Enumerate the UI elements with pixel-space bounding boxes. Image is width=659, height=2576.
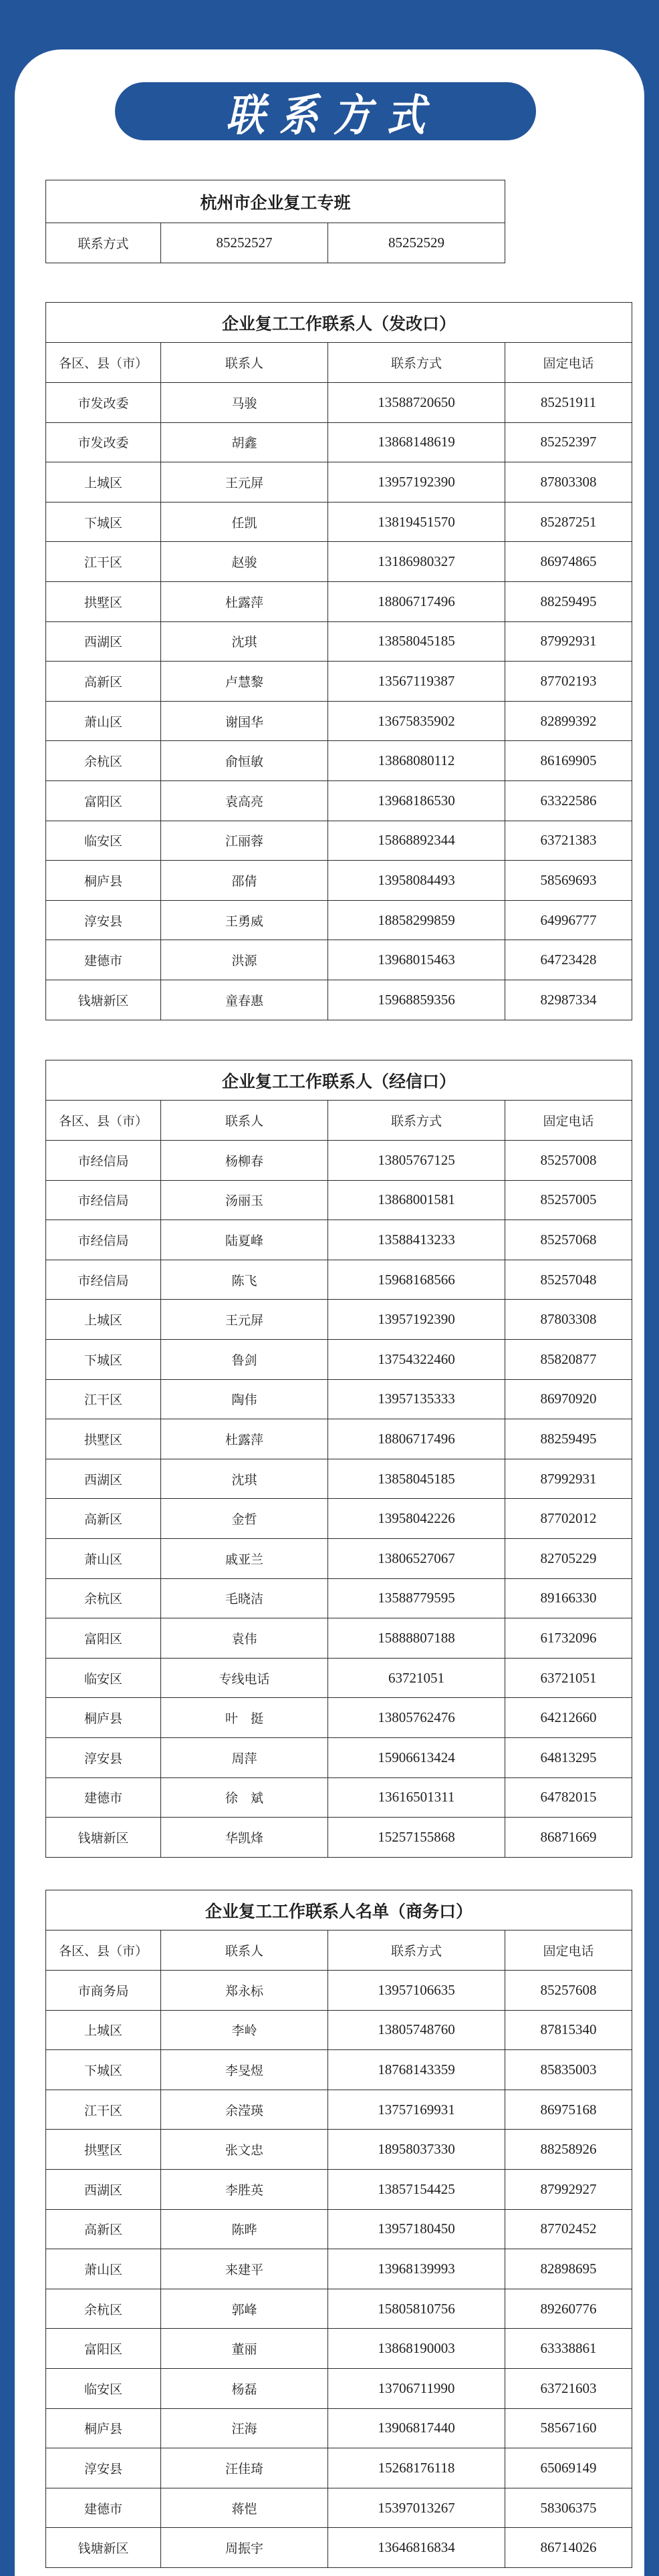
district-cell: 市商务局 <box>46 1971 161 2011</box>
table-row <box>46 1459 632 1499</box>
table-header-row <box>46 343 632 383</box>
landline-cell: 87815340 <box>505 2010 632 2050</box>
mobile-cell: 13868080112 <box>328 741 505 781</box>
district-cell: 钱塘新区 <box>46 1818 161 1858</box>
contact-table-jingxin <box>45 1060 632 1858</box>
table-row <box>46 900 632 940</box>
landline-cell: 88259495 <box>505 1419 632 1459</box>
landline-cell: 86970920 <box>505 1379 632 1419</box>
district-cell: 建德市 <box>46 940 161 980</box>
district-cell: 余杭区 <box>46 2289 161 2329</box>
table-row <box>46 1618 632 1659</box>
mobile-cell: 13805762476 <box>328 1698 505 1738</box>
table-row <box>46 1818 632 1858</box>
mobile-cell: 15968168566 <box>328 1260 505 1300</box>
contact-name-cell: 袁高亮 <box>161 780 328 821</box>
district-cell: 拱墅区 <box>46 581 161 621</box>
table-row <box>46 1379 632 1419</box>
mobile-cell: 13588413233 <box>328 1220 505 1260</box>
table-row <box>46 1220 632 1260</box>
contact-name-cell: 郑永标 <box>161 1971 328 2011</box>
contact-name-cell: 李岭 <box>161 2010 328 2050</box>
contact-name-cell: 周振宇 <box>161 2528 328 2568</box>
district-cell: 江干区 <box>46 1379 161 1419</box>
district-cell: 临安区 <box>46 2368 161 2408</box>
landline-cell: 86714026 <box>505 2528 632 2568</box>
landline-cell: 86169905 <box>505 741 632 781</box>
district-cell: 市经信局 <box>46 1141 161 1181</box>
mobile-cell: 13567119387 <box>328 662 505 702</box>
mobile-cell: 15868892344 <box>328 821 505 861</box>
contact-name-cell: 任凯 <box>161 502 328 542</box>
column-header-contact: 联系人 <box>161 1101 328 1141</box>
table-row <box>46 861 632 901</box>
contact-table-shangwu <box>45 1890 632 2568</box>
contact-name-cell: 蒋恺 <box>161 2488 328 2528</box>
contact-name-cell: 袁伟 <box>161 1618 328 1659</box>
landline-cell: 87992927 <box>505 2169 632 2209</box>
district-cell: 上城区 <box>46 462 161 503</box>
district-cell: 钱塘新区 <box>46 980 161 1020</box>
mobile-cell: 13868190003 <box>328 2329 505 2369</box>
district-cell: 上城区 <box>46 1300 161 1340</box>
contact-name-cell: 杨柳春 <box>161 1141 328 1181</box>
contact-name-cell: 马骏 <box>161 383 328 423</box>
district-cell: 临安区 <box>46 821 161 861</box>
mobile-cell: 13957135333 <box>328 1379 505 1419</box>
table-header-row <box>46 1930 632 1971</box>
landline-cell: 63322586 <box>505 780 632 821</box>
district-cell: 桐庐县 <box>46 2408 161 2448</box>
landline-cell: 64723428 <box>505 940 632 980</box>
contact-name-cell: 徐 斌 <box>161 1777 328 1818</box>
table-row <box>46 1578 632 1618</box>
district-cell: 市发改委 <box>46 383 161 423</box>
landline-cell: 86974865 <box>505 542 632 582</box>
table-title: 企业复工工作联系人名单（商务口） <box>46 1890 632 1930</box>
mobile-cell: 13675835902 <box>328 701 505 741</box>
mobile-cell: 13957192390 <box>328 462 505 503</box>
mobile-cell: 13857154425 <box>328 2169 505 2209</box>
landline-cell: 82987334 <box>505 980 632 1020</box>
table-row <box>46 780 632 821</box>
district-cell: 高新区 <box>46 2209 161 2249</box>
landline-cell: 87803308 <box>505 462 632 503</box>
landline-cell: 58569693 <box>505 861 632 901</box>
special-team-label: 联系方式 <box>46 223 161 263</box>
district-cell: 高新区 <box>46 1499 161 1539</box>
landline-cell: 58306375 <box>505 2488 632 2528</box>
mobile-cell: 13588720650 <box>328 383 505 423</box>
district-cell: 淳安县 <box>46 2448 161 2488</box>
contact-name-cell: 谢国华 <box>161 701 328 741</box>
district-cell: 下城区 <box>46 502 161 542</box>
landline-cell: 87992931 <box>505 621 632 662</box>
contact-name-cell: 王元屏 <box>161 1300 328 1340</box>
table-row <box>46 1698 632 1738</box>
contact-name-cell: 陶伟 <box>161 1379 328 1419</box>
landline-cell: 64212660 <box>505 1698 632 1738</box>
mobile-cell: 13958084493 <box>328 861 505 901</box>
landline-cell: 64813295 <box>505 1737 632 1777</box>
mobile-cell: 15968859356 <box>328 980 505 1020</box>
mobile-cell: 15805810756 <box>328 2289 505 2329</box>
district-cell: 淳安县 <box>46 900 161 940</box>
column-header-mobile: 联系方式 <box>328 1101 505 1141</box>
table-row <box>46 1499 632 1539</box>
column-header-district: 各区、县（市） <box>46 343 161 383</box>
contact-name-cell: 陆夏峰 <box>161 1220 328 1260</box>
district-cell: 钱塘新区 <box>46 2528 161 2568</box>
column-header-district: 各区、县（市） <box>46 1930 161 1971</box>
contact-name-cell: 李胜英 <box>161 2169 328 2209</box>
district-cell: 西湖区 <box>46 1459 161 1499</box>
special-team-phone-2: 85252529 <box>328 223 505 263</box>
landline-cell: 86975168 <box>505 2090 632 2130</box>
special-team-title: 杭州市企业复工专班 <box>46 180 505 223</box>
district-cell: 下城区 <box>46 2050 161 2090</box>
district-cell: 富阳区 <box>46 2329 161 2369</box>
column-header-landline: 固定电话 <box>505 1930 632 1971</box>
contact-name-cell: 杜露萍 <box>161 1419 328 1459</box>
mobile-cell: 13968015463 <box>328 940 505 980</box>
mobile-cell: 13806527067 <box>328 1538 505 1578</box>
landline-cell: 61732096 <box>505 1618 632 1659</box>
table-row <box>46 1538 632 1578</box>
contact-name-cell: 张文忠 <box>161 2130 328 2170</box>
district-cell: 余杭区 <box>46 741 161 781</box>
landline-cell: 85257005 <box>505 1180 632 1220</box>
contact-name-cell: 胡鑫 <box>161 422 328 462</box>
table-row <box>46 1260 632 1300</box>
landline-cell: 58567160 <box>505 2408 632 2448</box>
district-cell: 建德市 <box>46 1777 161 1818</box>
landline-cell: 89260776 <box>505 2289 632 2329</box>
district-cell: 市发改委 <box>46 422 161 462</box>
contact-name-cell: 汤丽玉 <box>161 1180 328 1220</box>
landline-cell: 89166330 <box>505 1578 632 1618</box>
landline-cell: 63721603 <box>505 2368 632 2408</box>
table-header-row <box>46 1101 632 1141</box>
landline-cell: 87702452 <box>505 2209 632 2249</box>
table-row <box>46 1777 632 1818</box>
table-row <box>46 2289 632 2329</box>
contact-name-cell: 沈琪 <box>161 621 328 662</box>
landline-cell: 85257068 <box>505 1220 632 1260</box>
column-header-contact: 联系人 <box>161 1930 328 1971</box>
contact-name-cell: 卢慧黎 <box>161 662 328 702</box>
table-title: 企业复工工作联系人（发改口） <box>46 303 632 343</box>
landline-cell: 85257608 <box>505 1971 632 2011</box>
contact-name-cell: 洪源 <box>161 940 328 980</box>
mobile-cell: 13906817440 <box>328 2408 505 2448</box>
district-cell: 淳安县 <box>46 1737 161 1777</box>
district-cell: 余杭区 <box>46 1578 161 1618</box>
landline-cell: 87803308 <box>505 1300 632 1340</box>
table-title: 企业复工工作联系人（经信口） <box>46 1060 632 1101</box>
district-cell: 西湖区 <box>46 2169 161 2209</box>
district-cell: 拱墅区 <box>46 1419 161 1459</box>
table-row <box>46 581 632 621</box>
table-row <box>46 1971 632 2011</box>
contact-name-cell: 杜露萍 <box>161 581 328 621</box>
mobile-cell: 13805767125 <box>328 1141 505 1181</box>
contact-name-cell: 董丽 <box>161 2329 328 2369</box>
mobile-cell: 18806717496 <box>328 581 505 621</box>
mobile-cell: 15888807188 <box>328 1618 505 1659</box>
column-header-contact: 联系人 <box>161 343 328 383</box>
mobile-cell: 13957106635 <box>328 1971 505 2011</box>
contact-name-cell: 王勇威 <box>161 900 328 940</box>
landline-cell: 88258926 <box>505 2130 632 2170</box>
landline-cell: 86871669 <box>505 1818 632 1858</box>
table-row <box>46 1737 632 1777</box>
district-cell: 上城区 <box>46 2010 161 2050</box>
table-row <box>46 422 632 462</box>
mobile-cell: 13858045185 <box>328 1459 505 1499</box>
district-cell: 萧山区 <box>46 2249 161 2289</box>
column-header-landline: 固定电话 <box>505 343 632 383</box>
district-cell: 萧山区 <box>46 1538 161 1578</box>
table-row <box>46 662 632 702</box>
table-row <box>46 821 632 861</box>
column-header-mobile: 联系方式 <box>328 343 505 383</box>
district-cell: 江干区 <box>46 542 161 582</box>
district-cell: 桐庐县 <box>46 1698 161 1738</box>
landline-cell: 87992931 <box>505 1459 632 1499</box>
contact-name-cell: 邵倩 <box>161 861 328 901</box>
contact-name-cell: 童春惠 <box>161 980 328 1020</box>
mobile-cell: 13805748760 <box>328 2010 505 2050</box>
landline-cell: 85251911 <box>505 383 632 423</box>
table-row <box>46 741 632 781</box>
mobile-cell: 13706711990 <box>328 2368 505 2408</box>
contact-name-cell: 俞恒敏 <box>161 741 328 781</box>
banner-title: 联系方式 <box>225 90 440 141</box>
contact-name-cell: 江丽蓉 <box>161 821 328 861</box>
contact-name-cell: 毛晓洁 <box>161 1578 328 1618</box>
mobile-cell: 13186980327 <box>328 542 505 582</box>
contact-name-cell: 李旻煜 <box>161 2050 328 2090</box>
table-row <box>46 383 632 423</box>
mobile-cell: 13968139993 <box>328 2249 505 2289</box>
table-row <box>46 462 632 503</box>
mobile-cell: 18768143359 <box>328 2050 505 2090</box>
mobile-cell: 13868001581 <box>328 1180 505 1220</box>
contact-name-cell: 华凯烽 <box>161 1818 328 1858</box>
table-row <box>46 2050 632 2090</box>
contact-name-cell: 鲁剑 <box>161 1339 328 1379</box>
mobile-cell: 13868148619 <box>328 422 505 462</box>
contact-name-cell: 陈晔 <box>161 2209 328 2249</box>
table-row <box>46 2448 632 2488</box>
landline-cell: 82899392 <box>505 701 632 741</box>
mobile-cell: 13957180450 <box>328 2209 505 2249</box>
table-row <box>46 701 632 741</box>
column-header-district: 各区、县（市） <box>46 1101 161 1141</box>
landline-cell: 63721383 <box>505 821 632 861</box>
contact-name-cell: 汪海 <box>161 2408 328 2448</box>
table-row <box>46 2010 632 2050</box>
mobile-cell: 13968186530 <box>328 780 505 821</box>
district-cell: 市经信局 <box>46 1220 161 1260</box>
table-row <box>46 1300 632 1340</box>
table-row <box>46 1419 632 1459</box>
district-cell: 高新区 <box>46 662 161 702</box>
landline-cell: 85257008 <box>505 1141 632 1181</box>
mobile-cell: 13958042226 <box>328 1499 505 1539</box>
district-cell: 富阳区 <box>46 780 161 821</box>
mobile-cell: 13957192390 <box>328 1300 505 1340</box>
special-team-table <box>45 180 505 263</box>
contact-name-cell: 戚亚兰 <box>161 1538 328 1578</box>
table-row <box>46 2408 632 2448</box>
table-row <box>46 940 632 980</box>
district-cell: 市经信局 <box>46 1180 161 1220</box>
landline-cell: 63721051 <box>505 1658 632 1698</box>
district-cell: 富阳区 <box>46 1618 161 1659</box>
district-cell: 建德市 <box>46 2488 161 2528</box>
section-banner <box>115 82 536 140</box>
table-row <box>46 980 632 1020</box>
table-row <box>46 502 632 542</box>
mobile-cell: 13754322460 <box>328 1339 505 1379</box>
contact-name-cell: 杨磊 <box>161 2368 328 2408</box>
mobile-cell: 13646816834 <box>328 2528 505 2568</box>
column-header-landline: 固定电话 <box>505 1101 632 1141</box>
district-cell: 市经信局 <box>46 1260 161 1300</box>
district-cell: 桐庐县 <box>46 861 161 901</box>
landline-cell: 88259495 <box>505 581 632 621</box>
contact-name-cell: 来建平 <box>161 2249 328 2289</box>
landline-cell: 82898695 <box>505 2249 632 2289</box>
mobile-cell: 15268176118 <box>328 2448 505 2488</box>
landline-cell: 64782015 <box>505 1777 632 1818</box>
table-row <box>46 621 632 662</box>
district-cell: 萧山区 <box>46 701 161 741</box>
mobile-cell: 18806717496 <box>328 1419 505 1459</box>
contact-name-cell: 专线电话 <box>161 1658 328 1698</box>
landline-cell: 85820877 <box>505 1339 632 1379</box>
table-row <box>46 2368 632 2408</box>
landline-cell: 85257048 <box>505 1260 632 1300</box>
landline-cell: 85252397 <box>505 422 632 462</box>
contact-name-cell: 余滢瑛 <box>161 2090 328 2130</box>
contact-table-fagai <box>45 302 632 1020</box>
mobile-cell: 13858045185 <box>328 621 505 662</box>
district-cell: 下城区 <box>46 1339 161 1379</box>
landline-cell: 85835003 <box>505 2050 632 2090</box>
contact-name-cell: 王元屏 <box>161 462 328 503</box>
table-row <box>46 2528 632 2568</box>
table-row <box>46 2249 632 2289</box>
table-row <box>46 1339 632 1379</box>
contact-name-cell: 叶 挺 <box>161 1698 328 1738</box>
landline-cell: 65069149 <box>505 2448 632 2488</box>
table-row <box>46 2329 632 2369</box>
district-cell: 临安区 <box>46 1658 161 1698</box>
mobile-cell: 13757169931 <box>328 2090 505 2130</box>
column-header-mobile: 联系方式 <box>328 1930 505 1971</box>
district-cell: 西湖区 <box>46 621 161 662</box>
mobile-cell: 63721051 <box>328 1658 505 1698</box>
table-row <box>46 542 632 582</box>
contact-name-cell: 沈琪 <box>161 1459 328 1499</box>
table-row <box>46 2090 632 2130</box>
contact-name-cell: 赵骏 <box>161 542 328 582</box>
district-cell: 江干区 <box>46 2090 161 2130</box>
contact-name-cell: 金哲 <box>161 1499 328 1539</box>
mobile-cell: 13819451570 <box>328 502 505 542</box>
table-row <box>46 2488 632 2528</box>
mobile-cell: 13616501311 <box>328 1777 505 1818</box>
mobile-cell: 18958037330 <box>328 2130 505 2170</box>
special-team-phone-1: 85252527 <box>161 223 328 263</box>
mobile-cell: 15397013267 <box>328 2488 505 2528</box>
landline-cell: 63338861 <box>505 2329 632 2369</box>
landline-cell: 85287251 <box>505 502 632 542</box>
landline-cell: 64996777 <box>505 900 632 940</box>
contact-name-cell: 陈飞 <box>161 1260 328 1300</box>
landline-cell: 87702193 <box>505 662 632 702</box>
mobile-cell: 18858299859 <box>328 900 505 940</box>
district-cell: 拱墅区 <box>46 2130 161 2170</box>
contact-name-cell: 周萍 <box>161 1737 328 1777</box>
landline-cell: 82705229 <box>505 1538 632 1578</box>
table-row <box>46 1141 632 1181</box>
mobile-cell: 15906613424 <box>328 1737 505 1777</box>
table-row <box>46 2130 632 2170</box>
table-row <box>46 1658 632 1698</box>
table-row <box>46 2169 632 2209</box>
mobile-cell: 15257155868 <box>328 1818 505 1858</box>
mobile-cell: 13588779595 <box>328 1578 505 1618</box>
table-row <box>46 2209 632 2249</box>
landline-cell: 87702012 <box>505 1499 632 1539</box>
table-row <box>46 1180 632 1220</box>
contact-name-cell: 郭峰 <box>161 2289 328 2329</box>
contact-name-cell: 汪佳琦 <box>161 2448 328 2488</box>
